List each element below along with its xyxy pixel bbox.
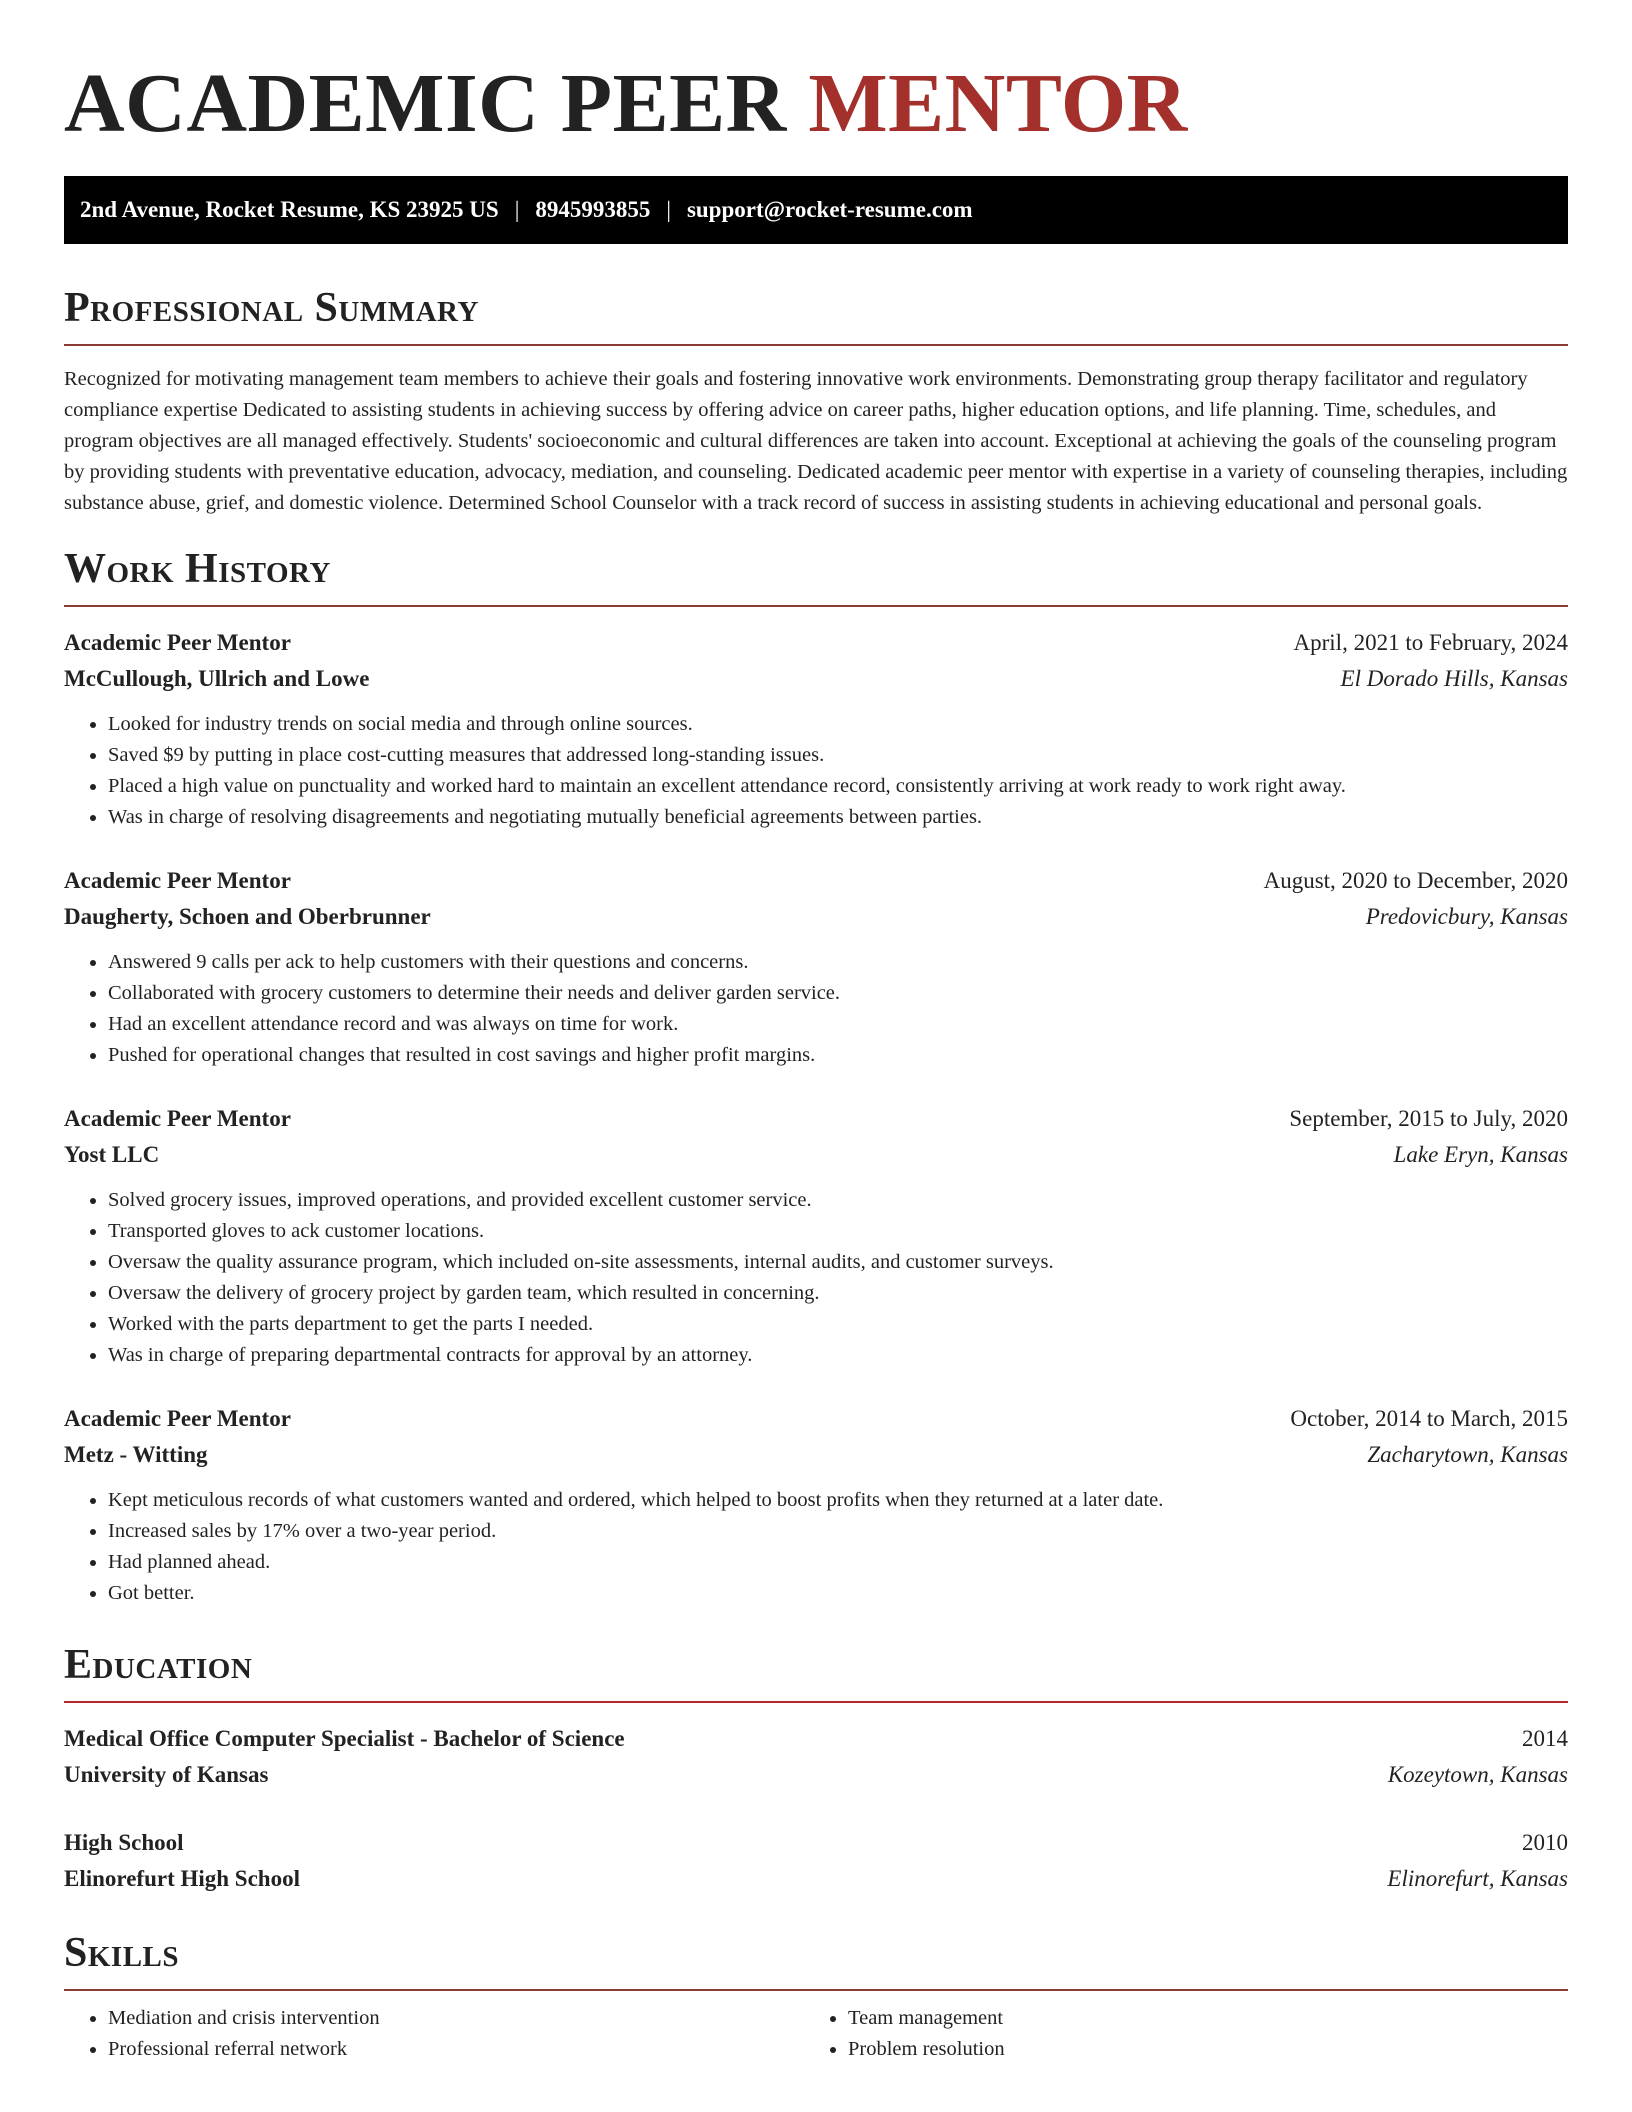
job-location: Zacharytown, Kansas [1367, 1442, 1568, 1467]
job-bullet: • Pushed for operational changes that resulted in cost savings and higher profit margins. [108, 1040, 1568, 1071]
education-entry [64, 1825, 1568, 1897]
job-bullet: • Kept meticulous records of what customers wanted and ordered, which helped to boost profits when they returned at a later date. [108, 1485, 1568, 1516]
section-divider [64, 1989, 1568, 1991]
job-company-row [64, 1137, 1568, 1173]
skills-grid [64, 2003, 1568, 2065]
job-title: Academic Peer Mentor [64, 1406, 291, 1431]
job-dates: August, 2020 to December, 2020 [1263, 868, 1568, 893]
job-bullets [64, 947, 1568, 1071]
education-header-row [64, 1721, 1568, 1757]
job-title: Academic Peer Mentor [64, 630, 291, 655]
contact-email: support@rocket-resume.com [686, 197, 973, 222]
skills-column-right [804, 2003, 1544, 2065]
job-bullet: • Transported gloves to ack customer locations. [108, 1216, 1568, 1247]
education-location: Kozeytown, Kansas [1387, 1762, 1568, 1787]
skill-item: • Professional referral network [108, 2034, 804, 2065]
job-bullet: • Oversaw the delivery of grocery project by garden team, which resulted in concerning. [108, 1278, 1568, 1309]
education-year: 2010 [1522, 1830, 1568, 1855]
section-heading: Skills [64, 1930, 180, 1976]
job-bullet: • Answered 9 calls per ack to help customers with their questions and concerns. [108, 947, 1568, 978]
job-dates: October, 2014 to March, 2015 [1290, 1406, 1568, 1431]
education-location: Elinorefurt, Kansas [1387, 1866, 1568, 1891]
skill-item: • Mediation and crisis intervention [108, 2003, 804, 2034]
job-bullet: • Was in charge of resolving disagreements and negotiating mutually beneficial agreements between parties. [108, 802, 1568, 833]
job-title: Academic Peer Mentor [64, 1106, 291, 1131]
education-school: Elinorefurt High School [64, 1866, 300, 1891]
job-location: Predovicbury, Kansas [1365, 904, 1568, 929]
contact-separator: | [666, 197, 671, 222]
skill-item: • Team management [848, 2003, 1544, 2034]
job-title: Academic Peer Mentor [64, 868, 291, 893]
education-section [64, 1639, 1568, 1897]
job-bullet: • Had planned ahead. [108, 1547, 1568, 1578]
job-bullets [64, 1485, 1568, 1609]
section-heading: Education [64, 1642, 253, 1688]
job-location: Lake Eryn, Kansas [1393, 1142, 1568, 1167]
job-header-row [64, 863, 1568, 899]
job-company: McCullough, Ullrich and Lowe [64, 666, 370, 691]
job-entry [64, 625, 1568, 833]
education-year: 2014 [1522, 1726, 1568, 1751]
title-accent-part: MENTOR [808, 57, 1188, 150]
contact-separator: | [514, 197, 520, 222]
job-bullet: • Collaborated with grocery customers to determine their needs and deliver garden service. [108, 978, 1568, 1009]
contact-bar [64, 176, 1568, 244]
job-entry [64, 863, 1568, 1071]
title-first-part: ACADEMIC PEER [64, 57, 787, 150]
job-bullet: • Saved $9 by putting in place cost-cutting measures that addressed long-standing issues. [108, 740, 1568, 771]
professional-summary-section [64, 282, 1568, 519]
job-company-row [64, 899, 1568, 935]
education-header-row [64, 1825, 1568, 1861]
contact-phone: 8945993855 [535, 197, 651, 222]
section-heading: Professional Summary [64, 285, 479, 331]
education-degree: Medical Office Computer Specialist - Bachelor of Science [64, 1726, 625, 1751]
section-divider [64, 605, 1568, 607]
job-company: Metz - Witting [64, 1442, 208, 1467]
job-bullet: • Looked for industry trends on social media and through online sources. [108, 709, 1568, 740]
job-header-row [64, 1401, 1568, 1437]
job-company-row [64, 661, 1568, 697]
job-bullet: • Got better. [108, 1578, 1568, 1609]
job-header-row [64, 625, 1568, 661]
job-dates: April, 2021 to February, 2024 [1293, 630, 1568, 655]
job-bullet: • Solved grocery issues, improved operations, and provided excellent customer service. [108, 1185, 1568, 1216]
skills-section [64, 1927, 1568, 2065]
job-bullets [64, 709, 1568, 833]
job-company-row [64, 1437, 1568, 1473]
job-bullet: • Had an excellent attendance record and was always on time for work. [108, 1009, 1568, 1040]
section-heading: Work History [64, 546, 331, 592]
resume-title [64, 0, 1568, 150]
job-entry [64, 1401, 1568, 1609]
job-company: Daugherty, Schoen and Oberbrunner [64, 904, 431, 929]
job-company: Yost LLC [64, 1142, 160, 1167]
education-degree: High School [64, 1830, 184, 1855]
section-divider [64, 344, 1568, 346]
job-bullets [64, 1185, 1568, 1371]
job-bullet: • Worked with the parts department to get the parts I needed. [108, 1309, 1568, 1340]
education-school-row [64, 1861, 1568, 1897]
skills-column-left [64, 2003, 804, 2065]
job-entry [64, 1101, 1568, 1371]
education-school-row [64, 1757, 1568, 1793]
job-bullet: • Increased sales by 17% over a two-year period. [108, 1516, 1568, 1547]
skill-item: • Problem resolution [848, 2034, 1544, 2065]
contact-address: 2nd Avenue, Rocket Resume, KS 23925 US [80, 197, 499, 222]
job-header-row [64, 1101, 1568, 1137]
job-location: El Dorado Hills, Kansas [1340, 666, 1568, 691]
education-entry [64, 1721, 1568, 1793]
summary-text: Recognized for motivating management team members to achieve their goals and fostering innovative work environments. Demonstrating group therapy facilitator and regulatory compliance expertise Dedicated to assisting students in achieving success by offering advice on career paths, higher education options, and life planning. Time, schedules, and program objectives are all managed effectively. Students' socioeconomic and cultural differences are taken into account. Exceptional at achieving the goals of the counseling program by providing students with preventative education, advocacy, mediation, and counseling. Dedicated academic peer mentor with expertise in a variety of counseling therapies, including substance abuse, grief, and domestic violence. Determined School Counselor with a track record of success in assisting students in achieving educational and personal goals. [64, 368, 1568, 514]
education-school: University of Kansas [64, 1762, 269, 1787]
job-bullet: • Oversaw the quality assurance program, which included on-site assessments, internal audits, and customer surveys. [108, 1247, 1568, 1278]
work-history-section [64, 543, 1568, 1609]
resume-page [64, 0, 1568, 2065]
section-divider [64, 1701, 1568, 1703]
job-dates: September, 2015 to July, 2020 [1289, 1106, 1568, 1131]
job-bullet: • Was in charge of preparing departmental contracts for approval by an attorney. [108, 1340, 1568, 1371]
job-bullet: • Placed a high value on punctuality and worked hard to maintain an excellent attendance record, consistently arriving at work ready to work right away. [108, 771, 1568, 802]
